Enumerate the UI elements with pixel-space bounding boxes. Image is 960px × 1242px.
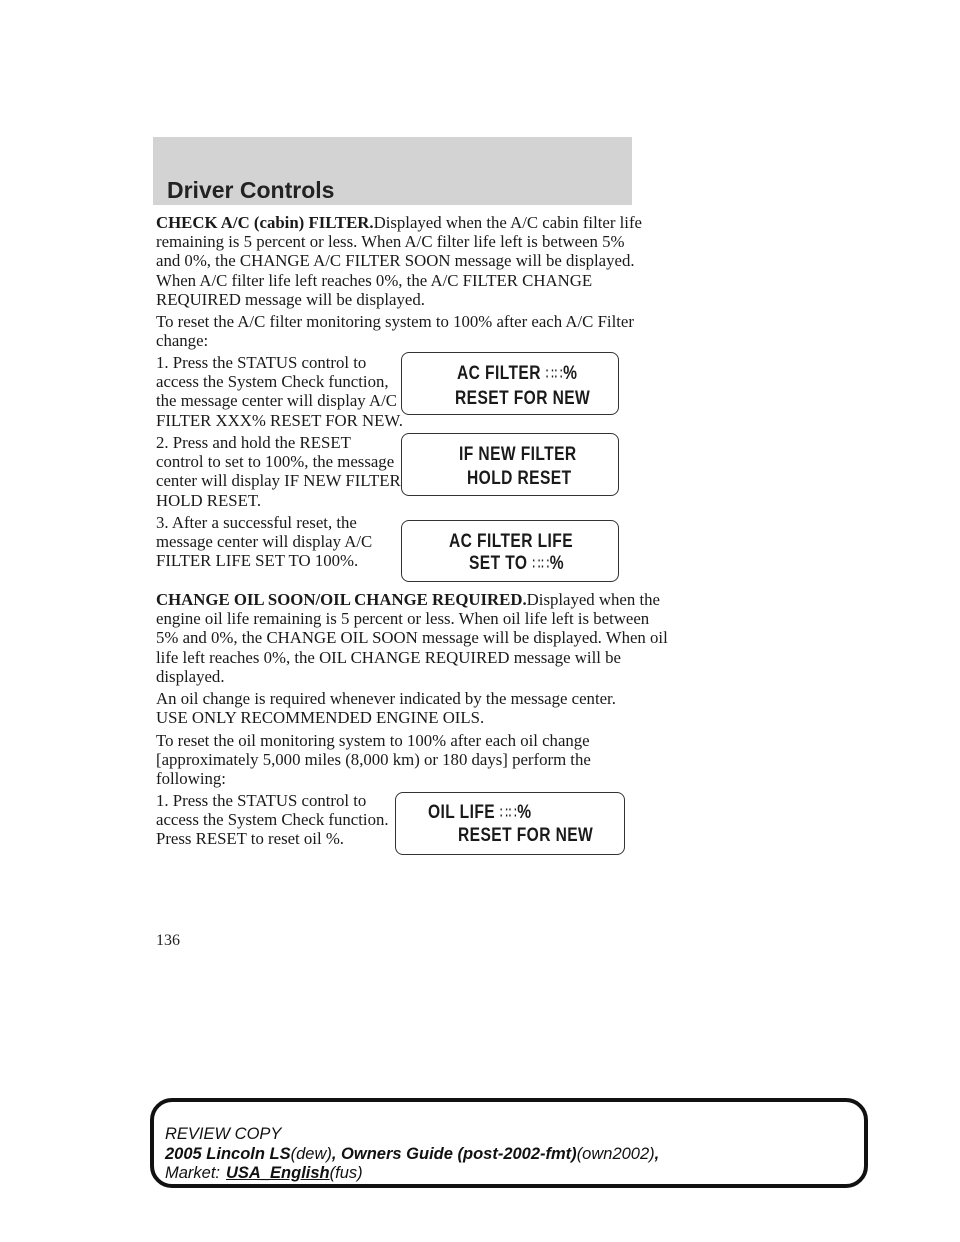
- oil-heading: CHANGE OIL SOON/OIL CHANGE REQUIRED.: [156, 590, 527, 609]
- display-line-1: [457, 363, 577, 385]
- message-center-display-filter-life: [401, 520, 619, 582]
- footer-text: (own2002): [576, 1145, 655, 1163]
- text-line: [approximately 5,000 miles (8,000 km) or 180 days] perform the: [156, 750, 591, 770]
- display-percent: %: [517, 802, 532, 823]
- text-line: USE ONLY RECOMMENDED ENGINE OILS.: [156, 708, 485, 728]
- display-text: OIL LIFE: [428, 802, 500, 823]
- filter-line: When A/C filter life left reaches 0%, the A/C FILTER CHANGE: [156, 270, 593, 290]
- filter-line: and 0%, the CHANGE A/C FILTER SOON message will be displayed.: [156, 251, 635, 271]
- display-line-1: [428, 802, 532, 824]
- display-line-1: AC FILTER LIFE: [449, 531, 574, 552]
- filter-step-2: [156, 433, 401, 510]
- display-text: SET TO: [469, 553, 533, 574]
- footer-text: ,: [654, 1145, 660, 1163]
- section-title: Driver Controls: [167, 177, 335, 203]
- market-line: [165, 1164, 363, 1183]
- page-number: 136: [156, 932, 180, 949]
- display-digits: ∷∷: [499, 805, 518, 822]
- text-line: the message center will display A/C: [156, 391, 397, 411]
- display-text: AC FILTER: [457, 363, 546, 384]
- text-line: FILTER LIFE SET TO 100%.: [156, 551, 359, 571]
- text-line: control to set to 100%, the message: [156, 452, 395, 472]
- oil-paragraph-3: [156, 731, 591, 789]
- display-line-2: RESET FOR NEW: [455, 388, 591, 409]
- footer-text: (fus): [329, 1164, 363, 1182]
- text-line: HOLD RESET.: [156, 490, 262, 510]
- message-center-display-ac-filter: [401, 352, 619, 415]
- display-line-2: [469, 553, 564, 575]
- footer-text: USA_English: [226, 1164, 330, 1182]
- filter-line: REQUIRED message will be displayed.: [156, 289, 425, 309]
- text-line: Press RESET to reset oil %.: [156, 829, 345, 849]
- text-line: engine oil life remaining is 5 percent or less. When oil life left is between: [156, 609, 650, 629]
- text-line: message center will display A/C: [156, 532, 373, 552]
- text-line: 5% and 0%, the CHANGE OIL SOON message will be displayed. When oil: [156, 628, 668, 648]
- display-digits: ∷∷: [532, 556, 550, 573]
- oil-paragraph-2: [156, 689, 616, 727]
- display-percent: %: [563, 363, 578, 384]
- footer-text: 2005 Lincoln LS: [165, 1145, 291, 1163]
- footer-text: , Owners Guide (post-2002-fmt): [331, 1145, 577, 1163]
- oil-step-1: [156, 791, 389, 849]
- filter-step-1: [156, 353, 403, 430]
- filter-intro: Displayed when the A/C cabin filter life: [373, 213, 643, 232]
- footer-text: (dew): [290, 1145, 332, 1163]
- text-line: To reset the A/C filter monitoring system to 100% after each A/C Filter: [156, 312, 634, 331]
- text-line: following:: [156, 769, 226, 789]
- display-digits: ∷∷: [545, 366, 564, 383]
- text-line: An oil change is required whenever indicated by the message center.: [156, 689, 616, 708]
- filter-step-3: [156, 513, 372, 571]
- document-id-line: [165, 1145, 659, 1164]
- text-line: access the System Check function,: [156, 372, 389, 392]
- review-copy-label: REVIEW COPY: [165, 1125, 282, 1143]
- text-line: change:: [156, 331, 209, 351]
- display-percent: %: [549, 553, 564, 574]
- filter-reset-intro: [156, 312, 634, 350]
- oil-paragraph: [156, 590, 796, 686]
- text-line: 3. After a successful reset, the: [156, 513, 357, 532]
- filter-line: remaining is 5 percent or less. When A/C filter life left is between 5%: [156, 232, 625, 252]
- oil-intro: Displayed when the: [526, 590, 660, 609]
- display-line-2: RESET FOR NEW: [458, 825, 594, 846]
- text-line: 2. Press and hold the RESET: [156, 433, 351, 452]
- message-center-display-if-new-filter: [401, 433, 619, 496]
- footer-text: Market:: [165, 1164, 221, 1182]
- message-center-display-oil-life: [395, 792, 625, 855]
- text-line: access the System Check function.: [156, 810, 389, 830]
- filter-heading: CHECK A/C (cabin) FILTER.: [156, 213, 374, 232]
- text-line: life left reaches 0%, the OIL CHANGE REQUIRED message will be: [156, 647, 621, 667]
- text-line: 1. Press the STATUS control to: [156, 353, 367, 372]
- text-line: center will display IF NEW FILTER: [156, 471, 401, 491]
- text-line: To reset the oil monitoring system to 100% after each oil change: [156, 731, 590, 750]
- display-line-1: IF NEW FILTER: [459, 444, 577, 465]
- text-line: FILTER XXX% RESET FOR NEW.: [156, 410, 403, 430]
- text-line: displayed.: [156, 666, 225, 686]
- display-line-2: HOLD RESET: [467, 468, 572, 489]
- filter-paragraph: [156, 213, 796, 309]
- text-line: 1. Press the STATUS control to: [156, 791, 367, 810]
